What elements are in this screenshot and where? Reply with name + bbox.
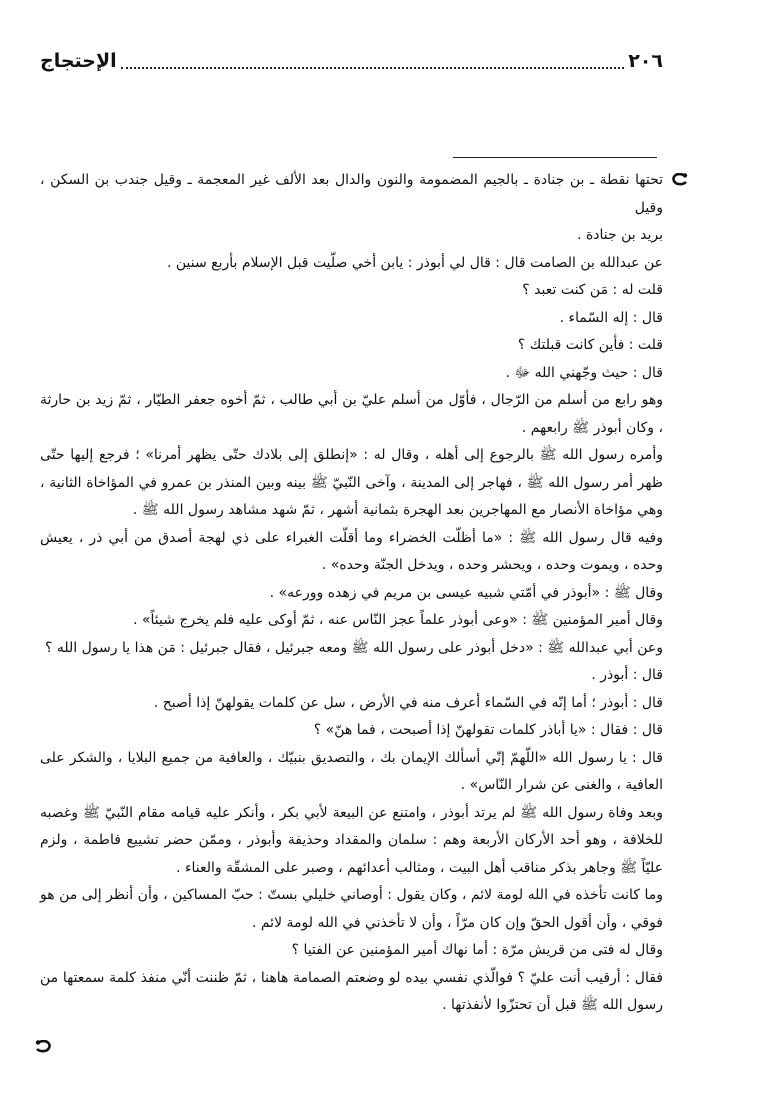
text-line: قلت : فأين كانت قبلتك ؟: [517, 337, 663, 353]
footnote-body: [40, 167, 663, 1020]
text-line: قال : إله السّماء .: [559, 309, 663, 326]
text-paragraph: فقال : أرقيب أنت عليّ ؟ فوالّذي نفسي بيده لو وضعتم الصمامة هاهنا ، ثمّ ظننت أنّي منفذ كلمة سمعتها من رسول الله ﷺ قبل أن تحتزّوا لأنفذتها .: [40, 969, 663, 1013]
text-line: بريد بن جنادة .: [577, 227, 663, 243]
text-line: وقال له فتى من قريش مرّة : أما نهاك أمير المؤمنين عن الفتيا ؟: [291, 942, 663, 958]
text-line: وقال أمير المؤمنين ﷺ : «وعى أبوذر علماً عجز النّاس عنه ، ثمّ أوكى عليه فلم يخرج شيئاً» .: [133, 612, 663, 628]
text-line: تحتها نقطة ـ بن جنادة ـ بالجيم المضمومة والنون والدال بعد الألف غير المعجمة ـ وقيل جندب بن السكن ، وقيل: [40, 172, 663, 216]
text-line: وقال ﷺ : «أبوذر في أمّتي شبيه عيسى بن مريم في زهده وورعه» .: [269, 584, 663, 601]
text-line: قال : حيث وجّهني الله ﷻ .: [505, 364, 663, 381]
text-paragraph: وبعد وفاة رسول الله ﷺ لم يرتد أبوذر ، وامتنع عن البيعة لأبي بكر ، وأنكر عليه قيامه مقام النّبيّ ﷺ وغصبه للخلافة ، وهو أحد الأركان الأربعة وهم : سلمان والمقداد وحذيفة وأبوذر ، وممّن حضر تشييع فاطمة ، ولزم عليّاً ﷺ وجاهر بذكر مناقب أهل البيت ، ومثالب أعدائهم ، وصبر على المشقّة والعناء .: [40, 804, 663, 876]
text-paragraph: وفيه قال رسول الله ﷺ : «ما أظلّت الخضراء وما أقلّت الغبراء على ذي لهجة أصدق من أبي ذر ، يعيش وحده ، ويموت وحده ، ويحشر وحده ، ويدخل الجنّة وحده» .: [40, 529, 663, 573]
continuation-arrow-icon: [670, 173, 689, 186]
running-title: الإحتجاج: [40, 50, 117, 72]
footnote-separator-rule: [453, 157, 657, 158]
text-line: قلت له : مَن كنت تعبد ؟: [522, 282, 663, 298]
continuation-arrow-icon: [34, 1040, 53, 1053]
page-header: [40, 45, 663, 75]
text-line: قال : فقال : «يا أباذر كلمات تقولهنّ إذا أصبحت ، فما هنّ» ؟: [313, 722, 663, 738]
page-number: ٢٠٦: [628, 50, 663, 72]
text-paragraph: وأمره رسول الله ﷺ بالرجوع إلى أهله ، وقال له : «إنطلق إلى بلادك حتّى يظهر أمرنا» ؛ فرجع إليها حتّى ظهر أمر رسول الله ﷺ ، فهاجر إلى المدينة ، وآخى النّبيّ ﷺ بينه وبين المنذر بن عمرو في المؤاخاة الثانية ، وهي مؤاخاة الأنصار مع المهاجرين بعد الهجرة بثمانية أشهر ، ثمّ شهد مشاهد رسول الله ﷺ .: [40, 447, 663, 518]
text-line: قال : أبوذر ؛ أما إنّه في السّماء أعرف منه في الأرض ، سل عن كلمات يقولهنّ إذا أصبح .: [153, 694, 663, 711]
text-line: قال : أبوذر .: [591, 667, 663, 683]
text-paragraph: وما كانت تأخذه في الله لومة لائم ، وكان يقول : أوصاني خليلي بستّ : حبّ المساكين ، وأن أنظر إلى من هو فوقي ، وأن أقول الحقّ وإن كان مرّاً ، وأن لا تأخذني في الله لومة لائم .: [40, 887, 663, 931]
text-line: وعن أبي عبدالله ﷺ : «دخل أبوذر على رسول الله ﷺ ومعه جبرئيل ، فقال جبرئيل : مَن هذا يا رسول الله ؟: [45, 639, 663, 656]
text-line: عن عبدالله بن الصامت قال : قال لي أبوذر : يابن أخي صلّيت قبل الإسلام بأربع سنين .: [166, 254, 663, 271]
text-paragraph: قال : يا رسول الله «اللّهمّ إنّي أسألك الإيمان بك ، والتصديق بنبيّك ، والعافية من جميع البلايا ، والشكر على العافية ، والغنى عن شرار النّاس» .: [40, 749, 663, 793]
header-dot-leader: [121, 66, 625, 69]
text-paragraph: وهو رابع من أسلم من الرّجال ، فأوّل من أسلم عليّ بن أبي طالب ، ثمّ أخوه جعفر الطيّار ، ثمّ زيد بن حارثة ، وكان أبوذر ﷺ رابعهم .: [40, 392, 663, 436]
